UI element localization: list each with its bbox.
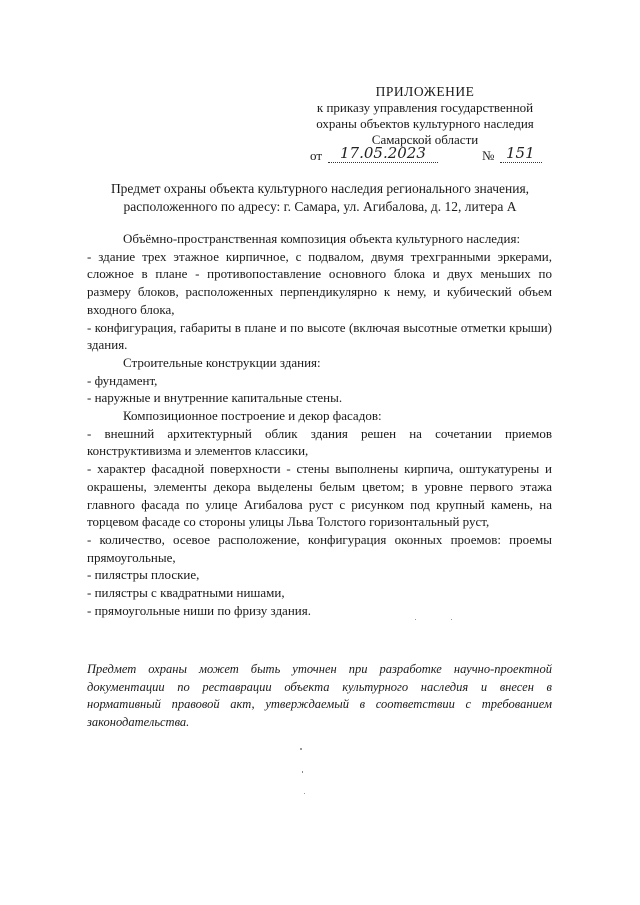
appendix-line-3: Самарской области xyxy=(371,132,479,147)
list-item: - внешний архитектурный облик здания решен на сочетании приемов конструктивизма и элементов классики, xyxy=(87,425,552,459)
document-body xyxy=(87,230,552,619)
section-heading-facades: Композиционное построение и декор фасадов: xyxy=(123,408,382,424)
list-item: - наружные и внутренние капитальные стены. xyxy=(87,390,343,406)
section-heading-structures: Строительные конструкции здания: xyxy=(123,354,321,370)
subject-line-1: Предмет охраны объекта культурного наследия регионального значения, xyxy=(110,181,530,196)
appendix-line-2: охраны объектов культурного наследия xyxy=(316,116,534,131)
subject-heading xyxy=(70,180,570,216)
scan-speck xyxy=(451,619,452,620)
appendix-header xyxy=(300,84,550,148)
scan-speck xyxy=(304,793,305,794)
date-prefix: от xyxy=(310,148,323,163)
order-date-line xyxy=(310,144,550,166)
section-heading-volume: Объёмно-пространственная композиция объекта культурного наследия: xyxy=(123,231,521,246)
appendix-line-1: к приказу управления государственной xyxy=(316,100,534,115)
number-underline xyxy=(500,162,542,163)
date-underline xyxy=(328,162,438,163)
scan-speck xyxy=(300,748,302,750)
list-item: - прямоугольные ниши по фризу здания. xyxy=(87,602,311,618)
number-prefix: № xyxy=(482,148,495,163)
list-item: - характер фасадной поверхности - стены выполнены кирпича, оштукатурены и окрашены, элементы декора выделены белым цветом; в уровне первого этажа главного фасада по улице Агибалова руст с рисунком под крупный камень, на торцевом фасаде со стороны улицы Льва Толстого горизонтальный руст, xyxy=(87,461,552,530)
appendix-title: ПРИЛОЖЕНИЕ xyxy=(375,84,475,99)
list-item: - конфигурация, габариты в плане и по высоте (включая высотные отметки крыши) здания. xyxy=(87,319,552,353)
list-item: - здание трех этажное кирпичное, с подвалом, двумя трехгранными эркерами, сложное в плане - противопоставление основного блока и двух меньших по размеру блоков, расположенных перпендикулярно к нему, и кубический объем входного блока, xyxy=(87,248,552,317)
subject-line-2: расположенного по адресу: г. Самара, ул. Агибалова, д. 12, литера А xyxy=(123,199,517,214)
scan-speck xyxy=(415,619,416,620)
italic-note: Предмет охраны может быть уточнен при разработке научно-проектной документации по реставрации объекта культурного наследия и внесен в нормативный правовой акт, утверждаемый в соответствии с требованием законодательства. xyxy=(87,662,552,729)
list-item: - пилястры с квадратными нишами, xyxy=(87,585,285,601)
order-number-handwritten: 151 xyxy=(506,144,535,162)
list-item: - пилястры плоские, xyxy=(87,567,200,583)
order-date-handwritten: 17.05.2023 xyxy=(340,144,426,162)
list-item: - фундамент, xyxy=(87,372,158,388)
scan-speck xyxy=(302,771,303,773)
list-item: - количество, осевое расположение, конфигурация оконных проемов: проемы прямоугольные, xyxy=(87,531,552,565)
